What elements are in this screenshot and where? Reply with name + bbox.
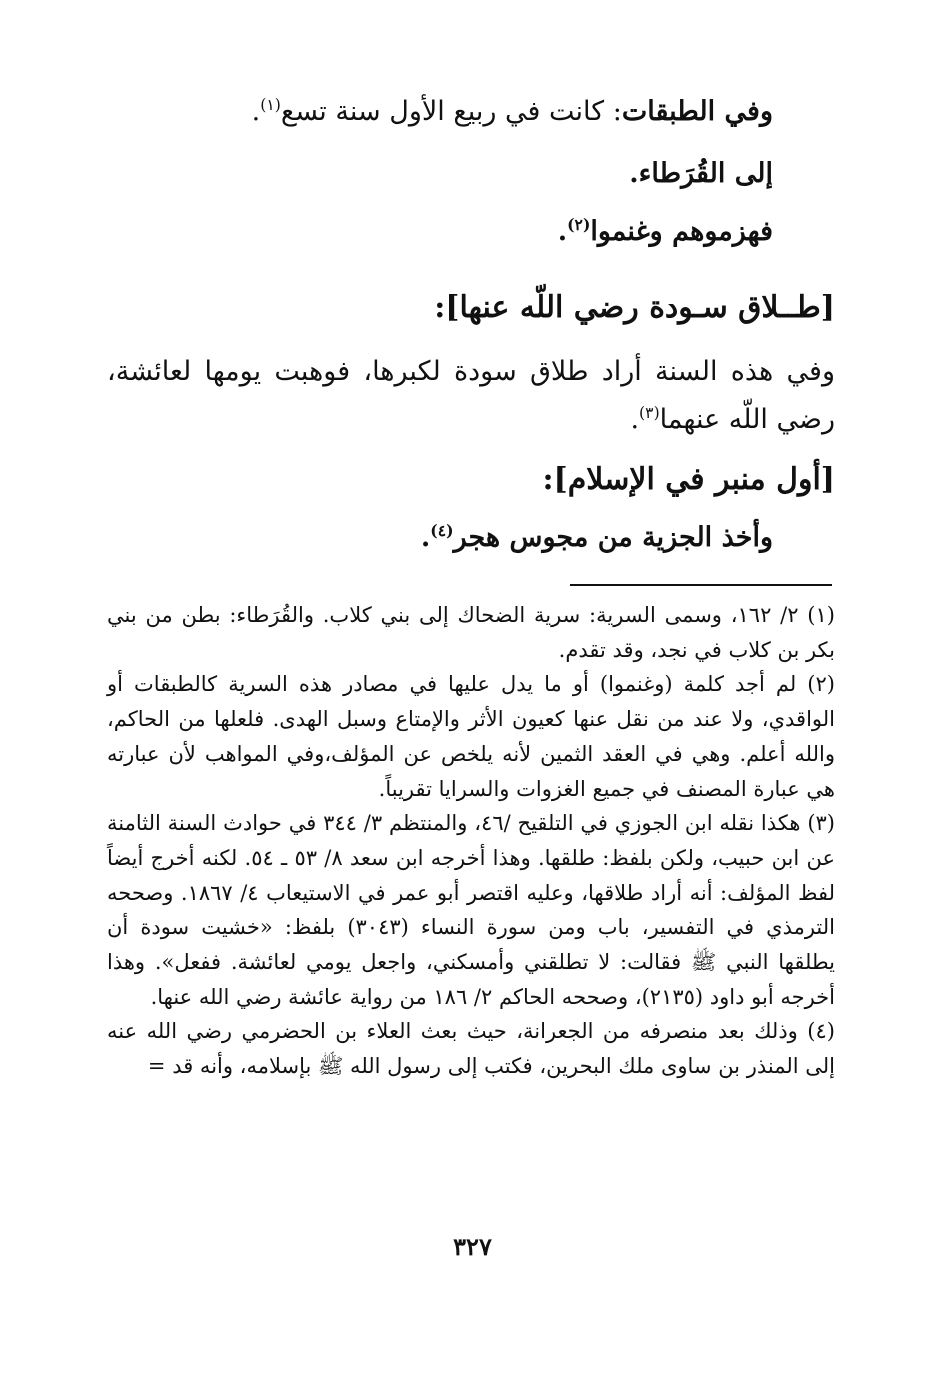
footnote-ref: (١) xyxy=(260,95,281,114)
footnote-ref: (٢) xyxy=(567,215,591,234)
line-end: . xyxy=(630,404,640,435)
footnote-3 xyxy=(107,806,835,1014)
footnote-number: (١) xyxy=(807,603,835,627)
footnote-2 xyxy=(107,667,835,806)
line-text: وأخذ الجزية من مجوس هجر xyxy=(453,522,773,553)
footnote-number: (٤) xyxy=(807,1019,835,1044)
footnote-separator xyxy=(570,584,832,586)
line-end: . xyxy=(420,522,431,553)
footnote-text: لم أجد كلمة (وغنموا) أو ما يدل عليها في مصادر هذه السرية كالطبقات أو الواقدي، ولا عند من نقل عنها كعيون الأثر والإمتاع وسبل الهدى. فلعلها من الحاكم، والله أعلم. وهي في العقد الثمين لأنه يلخص عن المؤلف،وفي المواهب لأن عبارته هي عبارة المصنف في جميع الغزوات والسرايا تقريباً. xyxy=(107,672,835,801)
body-paragraph-sawda xyxy=(107,348,835,444)
footnote-text: وذلك بعد منصرفه من الجعرانة، حيث بعث العلاء بن الحضرمي رضي الله عنه إلى المنذر بن ساوى ملك البحرين، فكتب إلى رسول الله ﷺ بإسلامه، وأنه قد = xyxy=(107,1019,835,1079)
bold-label: وفي الطبقات xyxy=(621,96,773,127)
footnotes xyxy=(107,598,835,1084)
line-text: فهزموهم وغنموا xyxy=(590,216,773,247)
page-number: ٣٢٧ xyxy=(453,1232,492,1261)
footnote-text: ٢/ ١٦٢، وسمى السرية: سرية الضحاك إلى بني كلاب. والقُرَطاء: بطن من بني بكر بن كلاب في نجد، وقد تقدم. xyxy=(107,603,835,662)
paragraph-text: وفي هذه السنة أراد طلاق سودة لكبرها، فوهبت يومها لعائشة، رضي اللّه عنهما xyxy=(107,356,835,435)
footnote-number: (٣) xyxy=(807,811,835,836)
footnote-text: هكذا نقله ابن الجوزي في التلقيح /٤٦، والمنتظم ٣/ ٣٤٤ في حوادث السنة الثامنة عن ابن حبيب، ولكن بلفظ: طلقها. وهذا أخرجه ابن سعد ٨/ ٥٣ ـ ٥٤. لكنه أخرج أيضاً لفظ المؤلف: أنه أراد طلاقها، وعليه اقتصر أبو عمر في الاستيعاب ٤/ ١٨٦٧. وصححه الترمذي في التفسير، باب ومن سورة النساء (٣٠٤٣) بلفظ: «خشيت سودة أن يطلقها النبي ﷺ فقالت: لا تطلقني وأمسكني، واجعل يومي لعائشة. ففعل». وهذا أخرجه أبو داود (٢١٣٥)، وصححه الحاكم ٢/ ١٨٦ من رواية عائشة رضي الله عنها. xyxy=(107,811,835,1009)
section-heading-sawda: [طــلاق سـودة رضي اللّه عنها]: xyxy=(434,290,835,325)
body-line-jizya xyxy=(421,522,773,553)
footnote-number: (٢) xyxy=(807,672,835,697)
footnote-1 xyxy=(107,598,835,667)
line-text: إلى القُرَطاء. xyxy=(629,158,773,189)
footnote-4 xyxy=(107,1014,835,1083)
body-line-ghanimu xyxy=(558,216,773,247)
body-line-qurata xyxy=(629,158,773,189)
line-end: . xyxy=(251,96,261,127)
line-text: : كانت في ربيع الأول سنة تسع xyxy=(280,96,622,127)
footnote-ref: (٣) xyxy=(639,403,660,422)
body-line-tabaqat xyxy=(252,96,773,127)
section-heading-minbar: [أول منبر في الإسلام]: xyxy=(542,462,835,497)
line-end: . xyxy=(557,216,568,247)
footnote-ref: (٤) xyxy=(430,521,454,540)
